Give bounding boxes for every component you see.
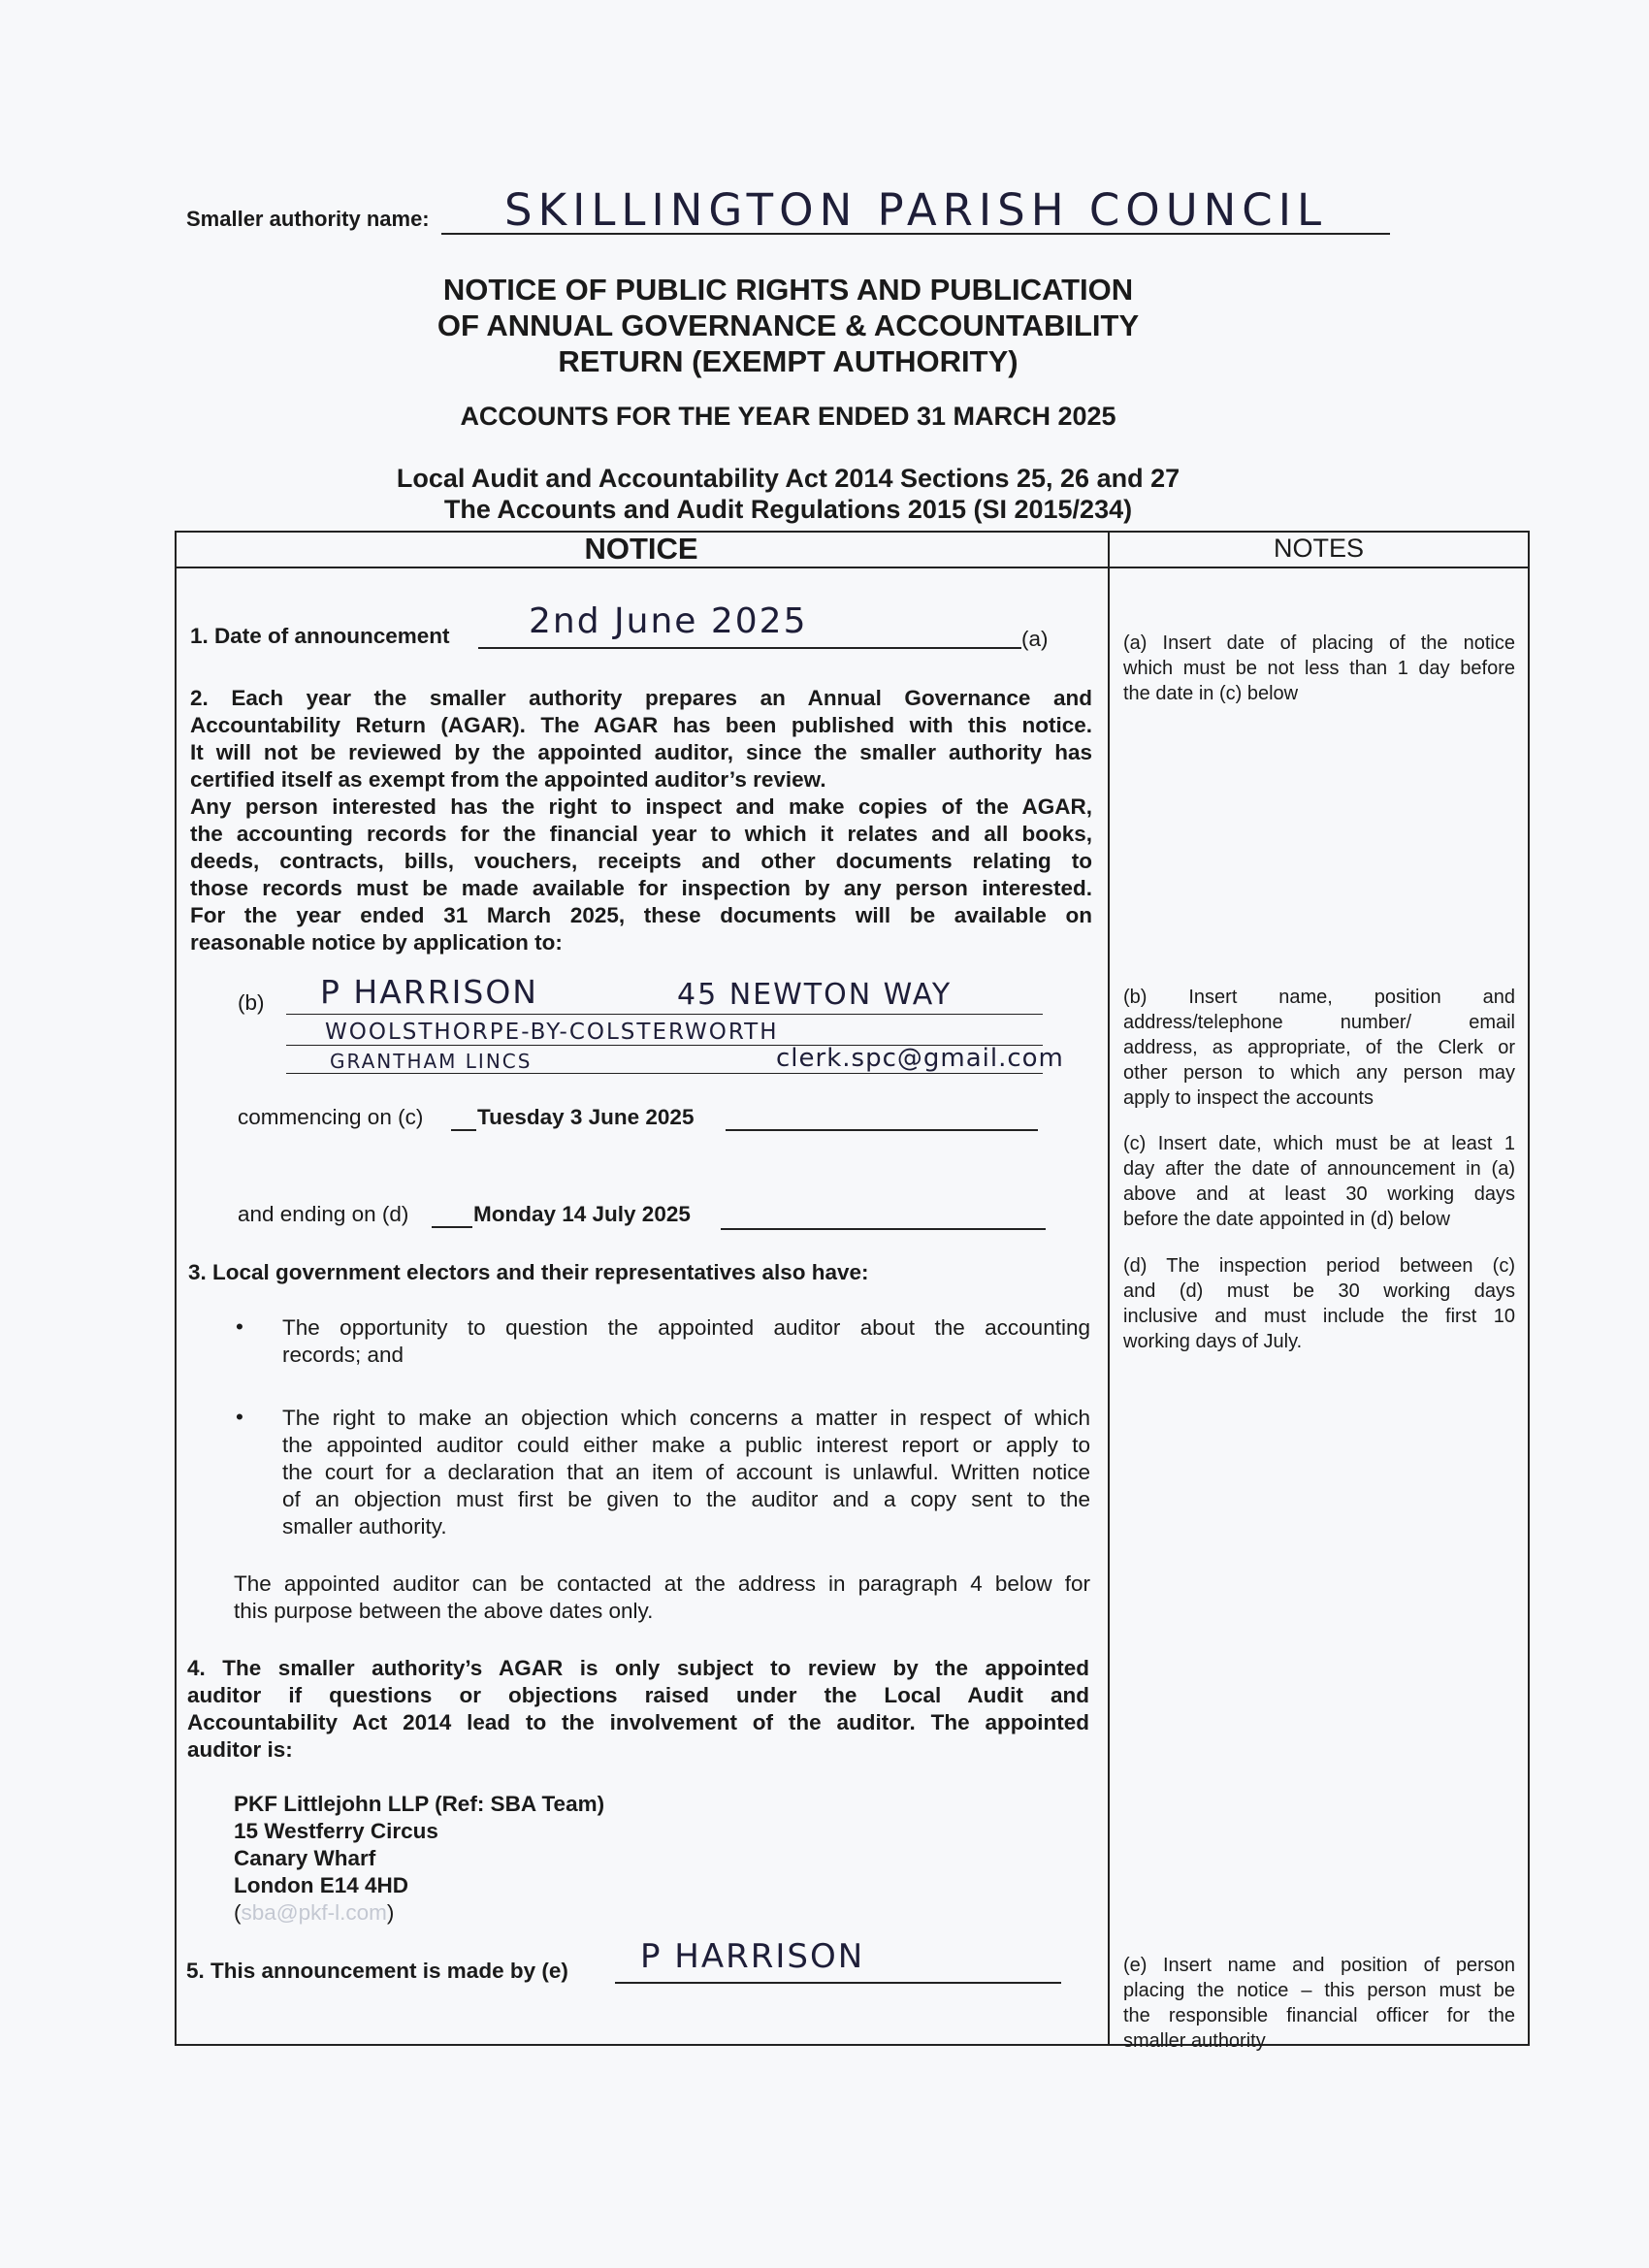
bullet-2-line: the court for a declaration that an item of account is unlawful. Written notice bbox=[282, 1460, 1090, 1484]
announcement-date-suffix: (a) bbox=[1021, 627, 1049, 651]
notes-column-header: NOTES bbox=[1273, 534, 1364, 563]
contact-address-handwritten: 45 NEWTON WAY bbox=[677, 978, 953, 1012]
paragraph-2-line: For the year ended 31 March 2025, these documents will be available on bbox=[190, 903, 1092, 927]
announcement-date-line bbox=[478, 647, 1021, 649]
note-e-line: (e) Insert name and position of person bbox=[1123, 1955, 1515, 1976]
note-d-line: and (d) must be 30 working days bbox=[1123, 1280, 1515, 1302]
note-e bbox=[1123, 1953, 1515, 2054]
auditor-contact-line: this purpose between the above dates only. bbox=[234, 1599, 654, 1623]
auditor-address bbox=[234, 1791, 604, 1927]
announcement-date-label: 1. Date of announcement bbox=[190, 624, 450, 648]
notice-column-header: NOTICE bbox=[584, 532, 698, 566]
ending-label: and ending on (d) bbox=[238, 1202, 409, 1226]
commencing-label: commencing on (c) bbox=[238, 1105, 424, 1129]
note-e-line: placing the notice – this person must be bbox=[1123, 1980, 1515, 2001]
paragraph-4-line: Accountability Act 2014 lead to the involvement of the auditor. The appointed bbox=[187, 1710, 1089, 1734]
title-line-1: NOTICE OF PUBLIC RIGHTS AND PUBLICATION bbox=[442, 273, 1134, 307]
bullet-1 bbox=[282, 1314, 1090, 1369]
bullet-2 bbox=[282, 1405, 1090, 1540]
announcement-by-line bbox=[615, 1982, 1061, 1984]
title-line-3: RETURN (EXEMPT AUTHORITY) bbox=[558, 344, 1018, 378]
paragraph-2-line: those records must be made available for inspection by any person interested. bbox=[190, 876, 1092, 900]
note-e-line: the responsible financial officer for the bbox=[1123, 2005, 1515, 2026]
note-e-line: smaller authority bbox=[1123, 2030, 1266, 2052]
ending-date: Monday 14 July 2025 bbox=[473, 1202, 691, 1226]
note-d-line: inclusive and must include the first 10 bbox=[1123, 1306, 1515, 1327]
ending-line-post bbox=[721, 1228, 1046, 1230]
paren-open: ( bbox=[234, 1900, 242, 1925]
auditor-city: London E14 4HD bbox=[234, 1873, 409, 1897]
paragraph-3-heading: 3. Local government electors and their representatives also have: bbox=[188, 1260, 869, 1284]
auditor-contact-line: The appointed auditor can be contacted at the address in paragraph 4 below for bbox=[234, 1571, 1090, 1596]
bullet-dot: • bbox=[236, 1314, 243, 1339]
note-b-line: (b) Insert name, position and bbox=[1123, 987, 1515, 1008]
paragraph-2 bbox=[190, 685, 1092, 956]
contact-town-handwritten: GRANTHAM LINCS bbox=[330, 1050, 533, 1073]
paragraph-2-line: the accounting records for the financial year to which it relates and all books, bbox=[190, 822, 1092, 846]
auditor-email[interactable]: sba@pkf-l.com bbox=[241, 1900, 387, 1925]
note-a-line: (a) Insert date of placing of the notice bbox=[1123, 632, 1515, 654]
auditor-contact-note bbox=[234, 1571, 1090, 1625]
accounts-year-heading: ACCOUNTS FOR THE YEAR ENDED 31 MARCH 2025 bbox=[460, 402, 1116, 431]
contact-b-label: (b) bbox=[238, 990, 265, 1015]
paragraph-4-line: 4. The smaller authority’s AGAR is only subject to review by the appointed bbox=[187, 1656, 1089, 1680]
paragraph-2-line: deeds, contracts, bills, vouchers, receipts and other documents relating to bbox=[190, 849, 1092, 873]
auditor-email-row bbox=[234, 1899, 604, 1927]
announcement-date-handwritten: 2nd June 2025 bbox=[529, 601, 808, 641]
announcement-by-handwritten: P HARRISON bbox=[640, 1937, 865, 1976]
paren-close: ) bbox=[386, 1900, 395, 1925]
header-divider bbox=[175, 567, 1530, 568]
paragraph-2-line: reasonable notice by application to: bbox=[190, 930, 563, 955]
note-a-line: which must be not less than 1 day before bbox=[1123, 658, 1515, 679]
paragraph-2-line: certified itself as exempt from the appointed auditor’s review. bbox=[190, 767, 826, 792]
contact-line-1 bbox=[286, 1014, 1043, 1015]
auditor-street: 15 Westferry Circus bbox=[234, 1819, 438, 1843]
contact-village-handwritten: WOOLSTHORPE-BY-COLSTERWORTH bbox=[325, 1020, 779, 1045]
note-d bbox=[1123, 1253, 1515, 1354]
column-divider bbox=[1108, 531, 1110, 2046]
contact-name-handwritten: P HARRISON bbox=[320, 973, 538, 1011]
bullet-dot: • bbox=[236, 1405, 243, 1429]
authority-name-label: Smaller authority name: bbox=[186, 207, 430, 231]
paragraph-2-line: It will not be reviewed by the appointed auditor, since the smaller authority has bbox=[190, 740, 1092, 764]
note-a bbox=[1123, 631, 1515, 706]
paragraph-4-line: auditor if questions or objections raised under the Local Audit and bbox=[187, 1683, 1089, 1707]
bullet-2-line: of an objection must first be given to the auditor and a copy sent to the bbox=[282, 1487, 1090, 1511]
authority-name-line bbox=[441, 233, 1390, 235]
note-d-line: working days of July. bbox=[1123, 1331, 1303, 1352]
paragraph-2-line: Accountability Return (AGAR). The AGAR has been published with this notice. bbox=[190, 713, 1092, 737]
note-b-line: apply to inspect the accounts bbox=[1123, 1087, 1374, 1109]
auditor-area: Canary Wharf bbox=[234, 1846, 376, 1870]
note-c-line: before the date appointed in (d) below bbox=[1123, 1209, 1450, 1230]
act-reference-1: Local Audit and Accountability Act 2014 Sections 25, 26 and 27 bbox=[396, 464, 1180, 493]
auditor-name: PKF Littlejohn LLP (Ref: SBA Team) bbox=[234, 1792, 605, 1816]
paragraph-4 bbox=[187, 1655, 1089, 1764]
bullet-1-line: The opportunity to question the appointed auditor about the accounting bbox=[282, 1315, 1090, 1340]
note-b-line: address, as appropriate, of the Clerk or bbox=[1123, 1037, 1515, 1058]
paragraph-2-line: Any person interested has the right to inspect and make copies of the AGAR, bbox=[190, 794, 1092, 819]
note-c-line: (c) Insert date, which must be at least 1 bbox=[1123, 1133, 1515, 1154]
bullet-2-line: the appointed auditor could either make a public interest report or apply to bbox=[282, 1433, 1090, 1457]
announcement-by-label: 5. This announcement is made by (e) bbox=[186, 1959, 568, 1983]
note-b-line: address/telephone number/ email bbox=[1123, 1012, 1515, 1033]
note-c-line: above and at least 30 working days bbox=[1123, 1183, 1515, 1205]
bullet-1-line: records; and bbox=[282, 1343, 404, 1367]
note-c bbox=[1123, 1131, 1515, 1232]
note-b-line: other person to which any person may bbox=[1123, 1062, 1515, 1084]
title-line-2: OF ANNUAL GOVERNANCE & ACCOUNTABILITY bbox=[436, 308, 1140, 342]
commencing-line-pre bbox=[451, 1129, 476, 1131]
act-reference-2: The Accounts and Audit Regulations 2015 (SI 2015/234) bbox=[443, 495, 1133, 524]
note-d-line: (d) The inspection period between (c) bbox=[1123, 1255, 1515, 1277]
contact-email-handwritten: clerk.spc@gmail.com bbox=[776, 1044, 1064, 1073]
commencing-line-post bbox=[726, 1129, 1038, 1131]
commencing-date: Tuesday 3 June 2025 bbox=[477, 1105, 695, 1129]
bullet-2-line: smaller authority. bbox=[282, 1514, 447, 1539]
contact-line-3 bbox=[286, 1073, 1043, 1074]
paragraph-2-line: 2. Each year the smaller authority prepares an Annual Governance and bbox=[190, 686, 1092, 710]
paragraph-4-line: auditor is: bbox=[187, 1737, 293, 1762]
bullet-2-line: The right to make an objection which concerns a matter in respect of which bbox=[282, 1406, 1090, 1430]
ending-line-pre bbox=[432, 1226, 472, 1228]
note-b bbox=[1123, 985, 1515, 1111]
authority-name-handwritten: SKILLINGTON PARISH COUNCIL bbox=[504, 184, 1328, 236]
note-c-line: day after the date of announcement in (a) bbox=[1123, 1158, 1515, 1180]
note-a-line: the date in (c) below bbox=[1123, 683, 1299, 704]
